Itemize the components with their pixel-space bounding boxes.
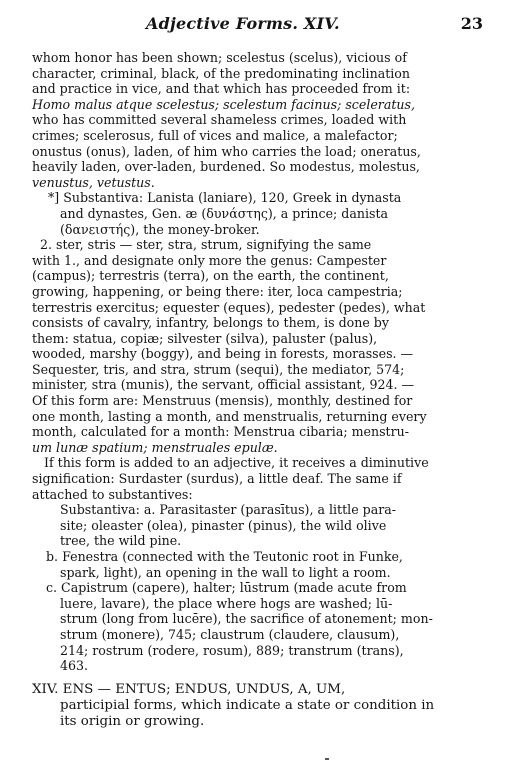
section-line: month, calculated for a month: Menstrua cibaria; menstru-: [32, 424, 410, 440]
section-2: [32, 237, 484, 455]
section-line: minister, stra (munis), the servant, official assistant, 924. —: [32, 377, 415, 393]
opening-paragraph: [32, 50, 484, 190]
section-line: growing, happening, or being there: iter, loca campestria;: [32, 283, 403, 299]
item-line: Substantiva: a. Parasitaster (parasītus), a little para-: [60, 502, 397, 518]
substantiva-b: [32, 549, 484, 580]
item-line: 463.: [60, 658, 89, 674]
text-line: onustus (onus), laden, of him who carries the load; oneratus,: [32, 143, 421, 159]
section-line: with 1., and designate only more the genus: Campester: [32, 252, 387, 268]
substantiva-note: [32, 190, 484, 237]
section-line: wooded, marshy (boggy), and being in forests, morasses. —: [32, 346, 414, 362]
item-line: spark, light), an opening in the wall to light a room.: [60, 564, 391, 580]
section-line: (campus); terrestris (terra), on the earth, the continent,: [32, 268, 389, 284]
page-body: [32, 50, 484, 730]
item-line: c. Capistrum (capere), halter; lūstrum (made acute from: [46, 580, 407, 596]
item-line: luere, lavare), the place where hogs are washed; lū-: [60, 595, 393, 611]
section-xiv: [32, 682, 484, 730]
text-line: character, criminal, black, of the predominating inclination: [32, 65, 410, 81]
text-line: and practice in vice, and that which has proceeded from it:: [32, 81, 411, 97]
item-line: strum (long from lucēre), the sacrifice of atonement; mon-: [60, 611, 433, 627]
section-line: them: statua, copiæ; silvester (silva), paluster (palus),: [32, 330, 378, 346]
text-line: who has committed several shameless crimes, loaded with: [32, 112, 407, 128]
section-line: one month, lasting a month, and menstrualis, returning every: [32, 408, 427, 424]
section-heading: XIV. ENS — ENTUS; ENDUS, UNDUS, A, UM,: [32, 681, 346, 697]
text-line: If this form is added to an adjective, it receives a diminutive: [44, 455, 429, 471]
text-line: crimes; scelerosus, full of vices and malice, a malefactor;: [32, 127, 398, 143]
section-line: Sequester, tris, and stra, strum (sequi), the mediator, 574;: [32, 361, 405, 377]
running-title: Adjective Forms. XIV.: [146, 14, 340, 33]
section-line: terrestris exercitus; equester (eques), pedester (pedes), what: [32, 299, 426, 315]
diminutive-paragraph: [32, 455, 484, 502]
item-line: strum (monere), 745; claustrum (claudere, clausum),: [60, 626, 400, 642]
note-line: (δανειστής), the money-broker.: [60, 221, 260, 237]
section-line: its origin or growing.: [60, 713, 205, 729]
note-line: and dynastes, Gen. æ (δυνάστης), a prince; danista: [60, 205, 389, 221]
section-line: Of this form are: Menstruus (mensis), monthly, destined for: [32, 393, 413, 409]
note-line: *] Substantiva: Lanista (laniare), 120, Greek in dynasta: [48, 190, 402, 206]
section-line: um lunæ spatium; menstruales epulæ.: [32, 439, 278, 455]
section-line: participial forms, which indicate a state or condition in: [60, 697, 435, 713]
text-line: venustus, vetustus.: [32, 174, 155, 190]
item-line: b. Fenestra (connected with the Teutonic root in Funke,: [46, 549, 403, 564]
text-line: whom honor has been shown; scelestus (scelus), vicious of: [32, 50, 407, 65]
substantiva-a: [32, 502, 484, 549]
page-header: [0, 14, 523, 36]
section-line: consists of cavalry, infantry, belongs to them, is done by: [32, 315, 389, 331]
print-mark: [325, 758, 329, 760]
item-line: site; oleaster (olea), pinaster (pinus), the wild olive: [60, 517, 387, 533]
substantiva-c: [32, 580, 484, 674]
text-line: heavily laden, over-laden, burdened. So modestus, molestus,: [32, 159, 420, 175]
text-line: Homo malus atque scelestus; scelestum facinus; sceleratus,: [32, 96, 415, 112]
page-number: 23: [460, 14, 483, 33]
text-line: attached to substantives:: [32, 486, 193, 502]
section-line: 2. ster, stris — ster, stra, strum, signifying the same: [40, 237, 372, 253]
text-line: signification: Surdaster (surdus), a little deaf. The same if: [32, 471, 402, 487]
item-line: 214; rostrum (rodere, rosum), 889; transtrum (trans),: [60, 642, 404, 658]
item-line: tree, the wild pine.: [60, 533, 182, 549]
